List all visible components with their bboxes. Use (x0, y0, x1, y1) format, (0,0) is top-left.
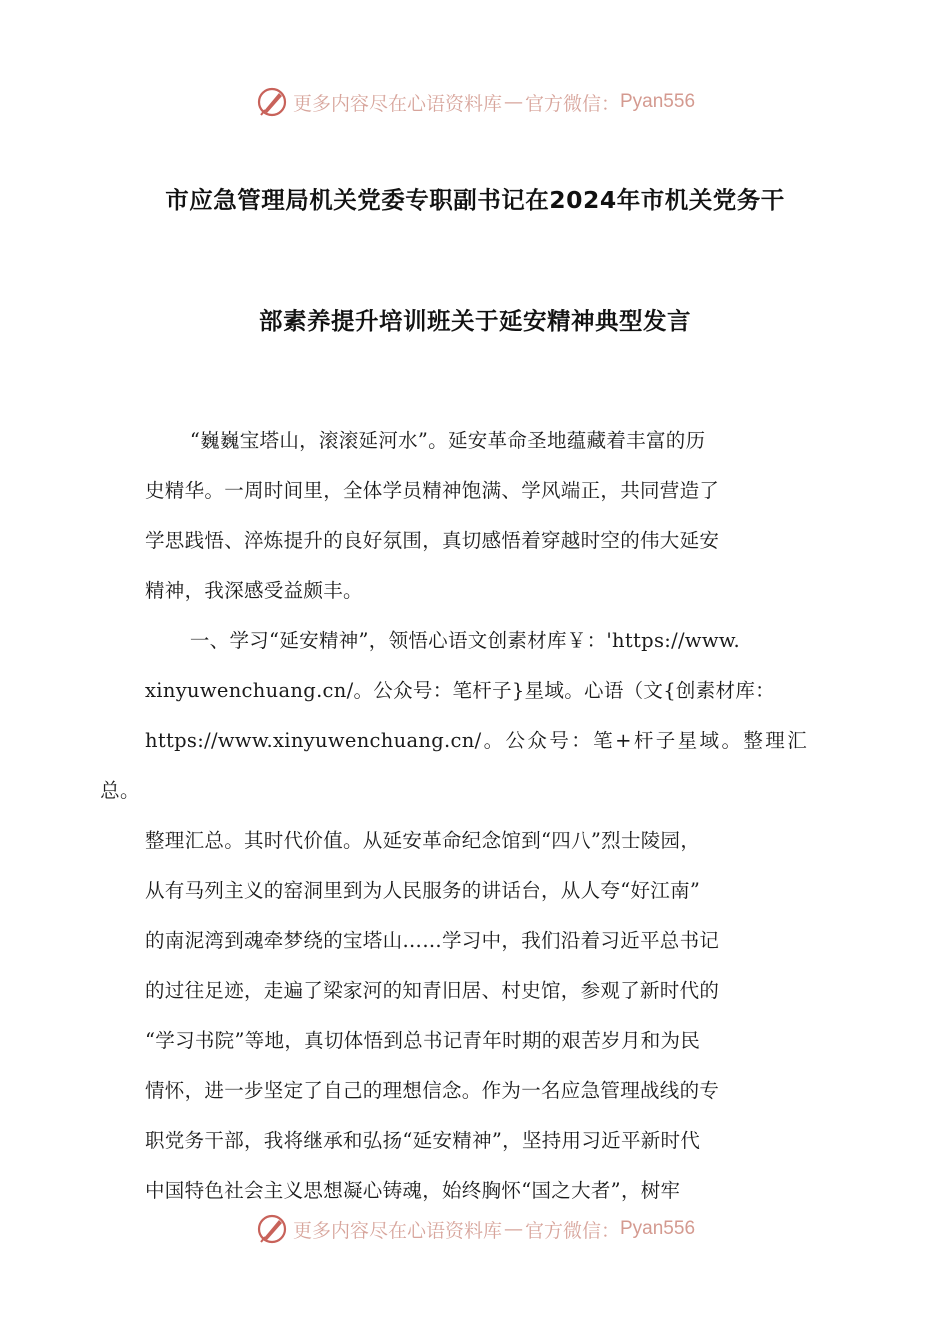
header-banner-handle: Pyan556 (620, 91, 696, 112)
pen-logo-icon (255, 85, 289, 119)
footer-banner-handle: Pyan556 (620, 1218, 696, 1239)
paragraph-1 (145, 416, 807, 616)
pen-logo-icon (255, 1212, 289, 1246)
paragraph-line: “学习书院”等地，真切体悟到总书记青年时期的艰苦岁月和为民 (145, 1029, 701, 1052)
paragraph-line: 从有马列主义的窑洞里到为人民服务的讲话台，从人夸“好江南” (145, 879, 701, 902)
header-watermark-banner (0, 82, 950, 122)
paragraph-line: 一、学习“延安精神”，领悟心语文创素材库￥：'https://www. (189, 629, 741, 652)
header-banner-text: 更多内容尽在心语资料库 (292, 92, 502, 115)
footer-banner-text: 更多内容尽在心语资料库 (292, 1219, 502, 1242)
paragraph-line: 精神，我深感受益颇丰。 (145, 579, 363, 602)
paragraph-line: https://www.xinyuwenchuang.cn/。公众号：笔+杆子星域。整理汇总。 (100, 729, 807, 802)
paragraph-line: 学思践悟、淬炼提升的良好氛围，真切感悟着穿越时空的伟大延安 (145, 529, 720, 552)
paragraph-2 (100, 616, 807, 1216)
footer-banner-separator: — (503, 1218, 523, 1240)
paragraph-line: 的过往足迹，走遍了梁家河的知青旧居、村史馆，参观了新时代的 (145, 979, 720, 1002)
document-body (100, 416, 807, 1216)
paragraph-line: 的南泥湾到魂牵梦绕的宝塔山……学习中，我们沿着习近平总书记 (145, 929, 720, 952)
paragraph-line: 整理汇总。其时代价值。从延安革命纪念馆到“四八”烈士陵园， (145, 829, 701, 852)
footer-banner-suffix: 官方微信： (524, 1219, 620, 1242)
footer-watermark-banner (0, 1209, 950, 1249)
document-title-line-2: 部素养提升培训班关于延安精神典型发言 (259, 307, 691, 335)
paragraph-line: xinyuwenchuang.cn/。公众号：笔杆子}星域。心语（文{创素材库： (145, 679, 775, 702)
document-title-line-1: 市应急管理局机关党委专职副书记在2024年市机关党务干 (165, 186, 785, 214)
paragraph-line: 情怀，进一步坚定了自己的理想信念。作为一名应急管理战线的专 (145, 1079, 720, 1102)
paragraph-line: “巍巍宝塔山，滚滚延河水”。延安革命圣地蕴藏着丰富的历 (189, 429, 706, 452)
paragraph-line: 职党务干部，我将继承和弘扬“延安精神”，坚持用习近平新时代 (145, 1129, 701, 1152)
paragraph-line: 中国特色社会主义思想凝心铸魂，始终胸怀“国之大者”，树牢 (145, 1179, 681, 1202)
header-banner-separator: — (503, 91, 523, 113)
paragraph-line: 史精华。一周时间里，全体学员精神饱满、学风端正，共同营造了 (145, 479, 720, 502)
header-banner-suffix: 官方微信： (524, 92, 620, 115)
